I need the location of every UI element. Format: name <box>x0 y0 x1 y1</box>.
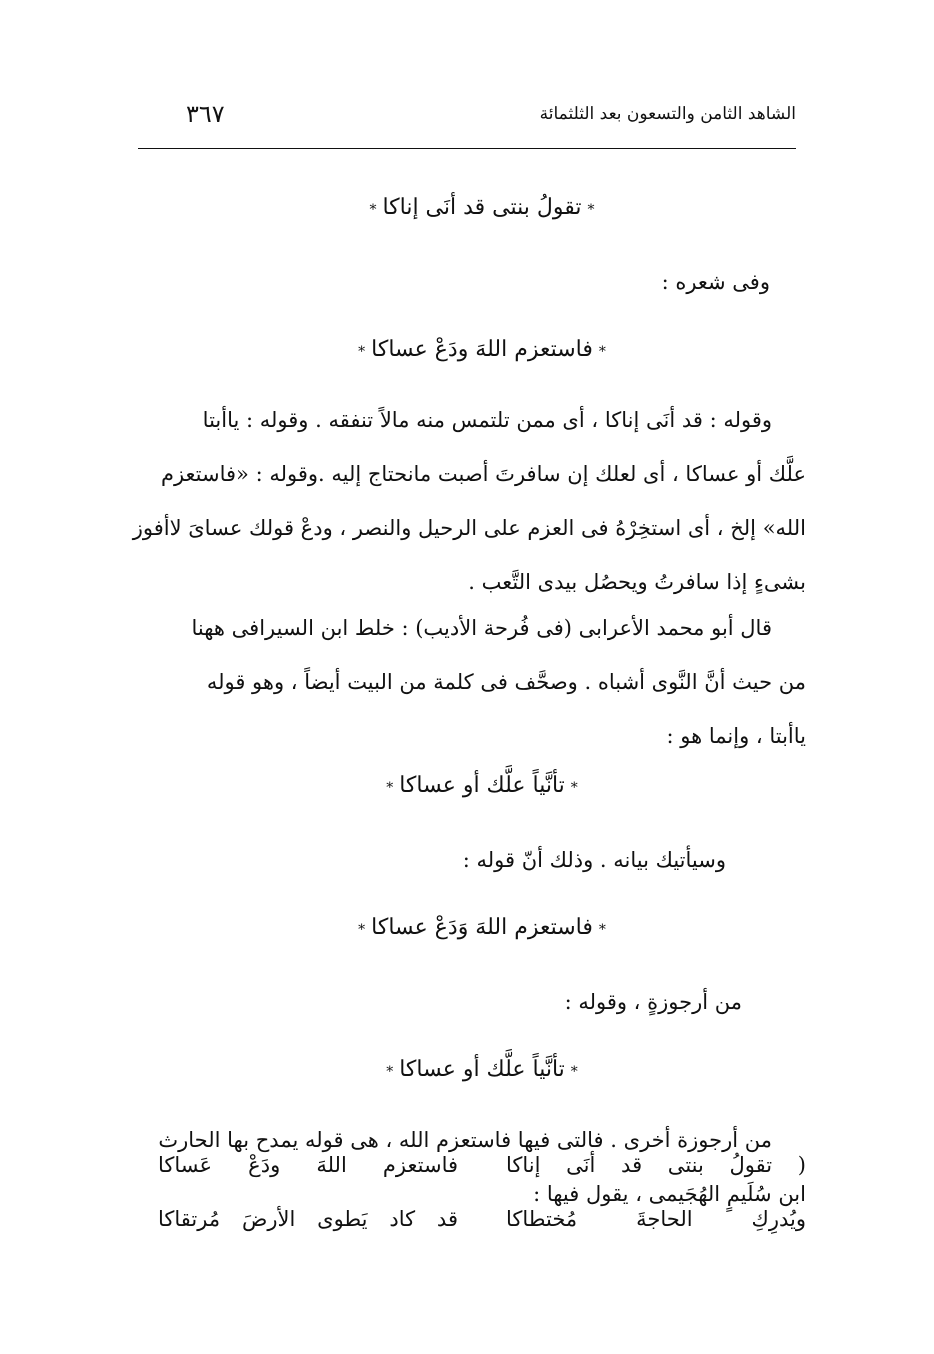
poem-first-hemistich: ويُدرِكِ الحاجةَ مُختطاكا <box>506 1207 806 1231</box>
paragraph <box>158 612 806 752</box>
star-ornament: * <box>386 780 394 796</box>
poem-second-hemistich: قد كاد يَطوى الأرضَ مُرتقاكا <box>158 1207 458 1231</box>
intro-text: من أرجوزةٍ ، وقوله : <box>564 990 742 1014</box>
verse-text: تقولُ بنتى قد أنَى إناكا <box>382 195 582 220</box>
intro-line <box>158 840 806 880</box>
verse-text: تأنَّياً علَّك أو عساكا <box>399 1057 565 1082</box>
running-header <box>138 100 796 140</box>
verse-text: تأنَّياً علَّك أو عساكا <box>399 773 565 798</box>
page-body <box>132 188 806 1224</box>
star-ornament: * <box>369 202 377 218</box>
poem-first-hemistich: ( تقولُ بنتى قد أنَى إناكا <box>506 1153 806 1177</box>
running-title: الشاهد الثامن والتسعون بعد الثلثمائة <box>539 104 796 124</box>
intro-line <box>158 982 806 1022</box>
paragraph-line: ابن سُلَيمٍ الهُجَيمى ، يقول فيها : <box>533 1182 806 1206</box>
star-ornament: * <box>598 922 606 938</box>
paragraph-line: من أرجوزة أخرى . فالتى فيها فاستعزم الله ، هى قوله يمدح بها الحارث <box>158 1128 772 1152</box>
paragraph <box>132 404 806 598</box>
page-number: ٣٦٧ <box>186 100 225 128</box>
paragraph-line: ياأبتا ، وإنما هو : <box>666 724 806 748</box>
star-ornament: * <box>598 344 606 360</box>
paragraph-line: وقوله : قد أنَى إناكا ، أى ممن تلتمس منه مالاً تنفقه . وقوله : ياأبتا <box>202 408 772 432</box>
verse-line <box>158 908 806 950</box>
star-ornament: * <box>570 780 578 796</box>
star-ornament: * <box>386 1064 394 1080</box>
verse-text: فاستعزم اللهَ وَدَعْ عساكا <box>371 915 593 940</box>
paragraph-line: الله» إلخ ، أى استخِرْهُ فى العزم على الرحيل والنصر ، ودعْ قولك عسایَ لاأفوز <box>132 516 806 540</box>
verse-line <box>158 330 806 372</box>
star-ornament: * <box>358 922 366 938</box>
verse-line <box>158 766 806 808</box>
intro-text: وفى شعره : <box>661 270 770 294</box>
star-ornament: * <box>570 1064 578 1080</box>
paragraph-line: قال أبو محمد الأعرابى (فى فُرحة الأديب) : خلط ابن السيرافى ههنا <box>191 616 772 640</box>
intro-line <box>158 262 806 302</box>
poem-block <box>158 1138 806 1246</box>
star-ornament: * <box>358 344 366 360</box>
verse-text: فاستعزم اللهَ ودَعْ عساكا <box>371 337 593 362</box>
header-rule <box>138 148 796 149</box>
star-ornament: * <box>587 202 595 218</box>
poem-couplet <box>158 1138 806 1192</box>
paragraph-line: علَّك أو عساكا ، أى لعلك إن سافرتَ أصبت مانحتاج إليه .وقوله : «فاستعزم <box>160 462 806 486</box>
paragraph-line: من حيث أنَّ النَّوى أشباه . وصحَّف فى كلمة من البيت أيضاً ، وهو قوله <box>206 670 806 694</box>
poem-second-hemistich: فاستعزم اللهَ ودَعْ عَساكا <box>158 1153 458 1177</box>
verse-line <box>158 1050 806 1092</box>
intro-text: وسيأتيك بيانه . وذلك أنّ قوله : <box>462 848 726 872</box>
poem-couplet <box>158 1192 806 1246</box>
verse-line <box>158 188 806 230</box>
paragraph-line: بشیءٍ إذا سافرتُ ويحصُل بيدى التَّعب . <box>468 570 806 594</box>
